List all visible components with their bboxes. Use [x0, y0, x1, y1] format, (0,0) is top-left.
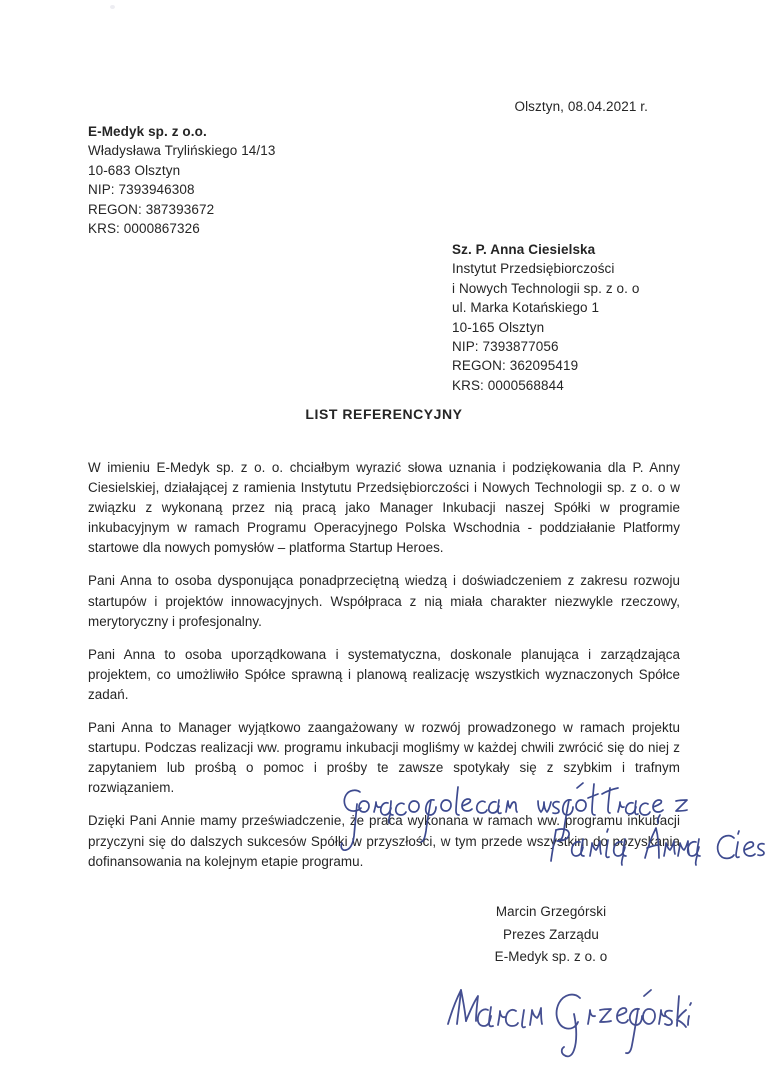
sender-block [88, 122, 275, 238]
signature-block [420, 901, 682, 969]
signatory-name: Marcin Grzegórski [495, 904, 607, 919]
body-paragraph: Pani Anna to Manager wyjątkowo zaangażowany w rozwój prowadzonego w ramach projektu startupu. Podczas realizacji ww. programu inkubacji mogliśmy w każdej chwili zwrócić się do niej z zapytaniem lub prośbą o pomoc i prośby te zawsze spotykały się z szybkim i trafnym rozwiązaniem. [88, 720, 680, 796]
signatory-role: Prezes Zarządu [503, 926, 599, 942]
body-paragraph: W imieniu E-Medyk sp. z o. o. chciałbym wyrazić słowa uznania i podziękowania dla P. Anny Ciesielskiej, działającej z ramienia Instytutu Przedsiębiorczości i Nowych Technologii sp. z o. o w związku z wykonaną przez nią pracą jako Manager Inkubacji naszej Spółki w programie inkubacyjnym w ramach Programu Operacyjnego Polska Wschodnia - poddziałanie Platformy startowe dla nowych pomysłów – platforma Startup Heroes. [88, 460, 680, 556]
recipient-nip: NIP: 7393877056 [452, 339, 559, 355]
sender-name: E-Medyk sp. z o.o. [88, 124, 207, 139]
letter-body [88, 458, 680, 872]
body-paragraph: Pani Anna to osoba dysponująca ponadprzeciętną wiedzą i doświadczeniem z zakresu rozwoju startupów i projektów innowacyjnych. Współpraca z nią miała charakter niezwykle rzeczowy, merytoryczny i profesjonalny. [88, 573, 680, 629]
recipient-org-line-1: Instytut Przedsiębiorczości [452, 261, 615, 277]
recipient-krs: KRS: 0000568844 [452, 377, 564, 393]
body-paragraph: Dzięki Pani Annie mamy przeświadczenie, że praca wykonana w ramach ww. programu inkubacji przyczyni się do dalszych sukcesów Spółki w przyszłości, w tym przede wszystkim do pozyskania dofinansowania na kolejnym etapie programu. [88, 813, 680, 869]
recipient-city: 10-165 Olsztyn [452, 319, 545, 335]
recipient-org-line-2: i Nowych Technologii sp. z o. o [452, 280, 640, 296]
sender-regon: REGON: 387393672 [88, 201, 215, 217]
sender-krs: KRS: 0000867326 [88, 221, 200, 237]
sender-city: 10-683 Olsztyn [88, 162, 181, 178]
recipient-name: Sz. P. Anna Ciesielska [452, 242, 596, 257]
signatory-company: E-Medyk sp. z o. o [494, 949, 608, 965]
recipient-regon: REGON: 362095419 [452, 358, 579, 374]
sender-street: Władysława Trylińskiego 14/13 [88, 143, 276, 159]
document-title: LIST REFERENCYJNY [305, 406, 463, 422]
body-paragraph: Pani Anna to osoba uporządkowana i systematyczna, doskonale planująca i zarządzająca projektem, co umożliwiło Spółce sprawną i planową realizację wszystkich wyznaczonych Spółce zadań. [88, 646, 680, 702]
handwritten-signature [440, 978, 690, 1058]
recipient-block [452, 240, 639, 395]
sender-nip: NIP: 7393946308 [88, 182, 195, 198]
date-line: Olsztyn, 08.04.2021 r. [514, 99, 648, 114]
scan-artifact-speck [110, 5, 115, 9]
recipient-street: ul. Marka Kotańskiego 1 [452, 300, 600, 316]
